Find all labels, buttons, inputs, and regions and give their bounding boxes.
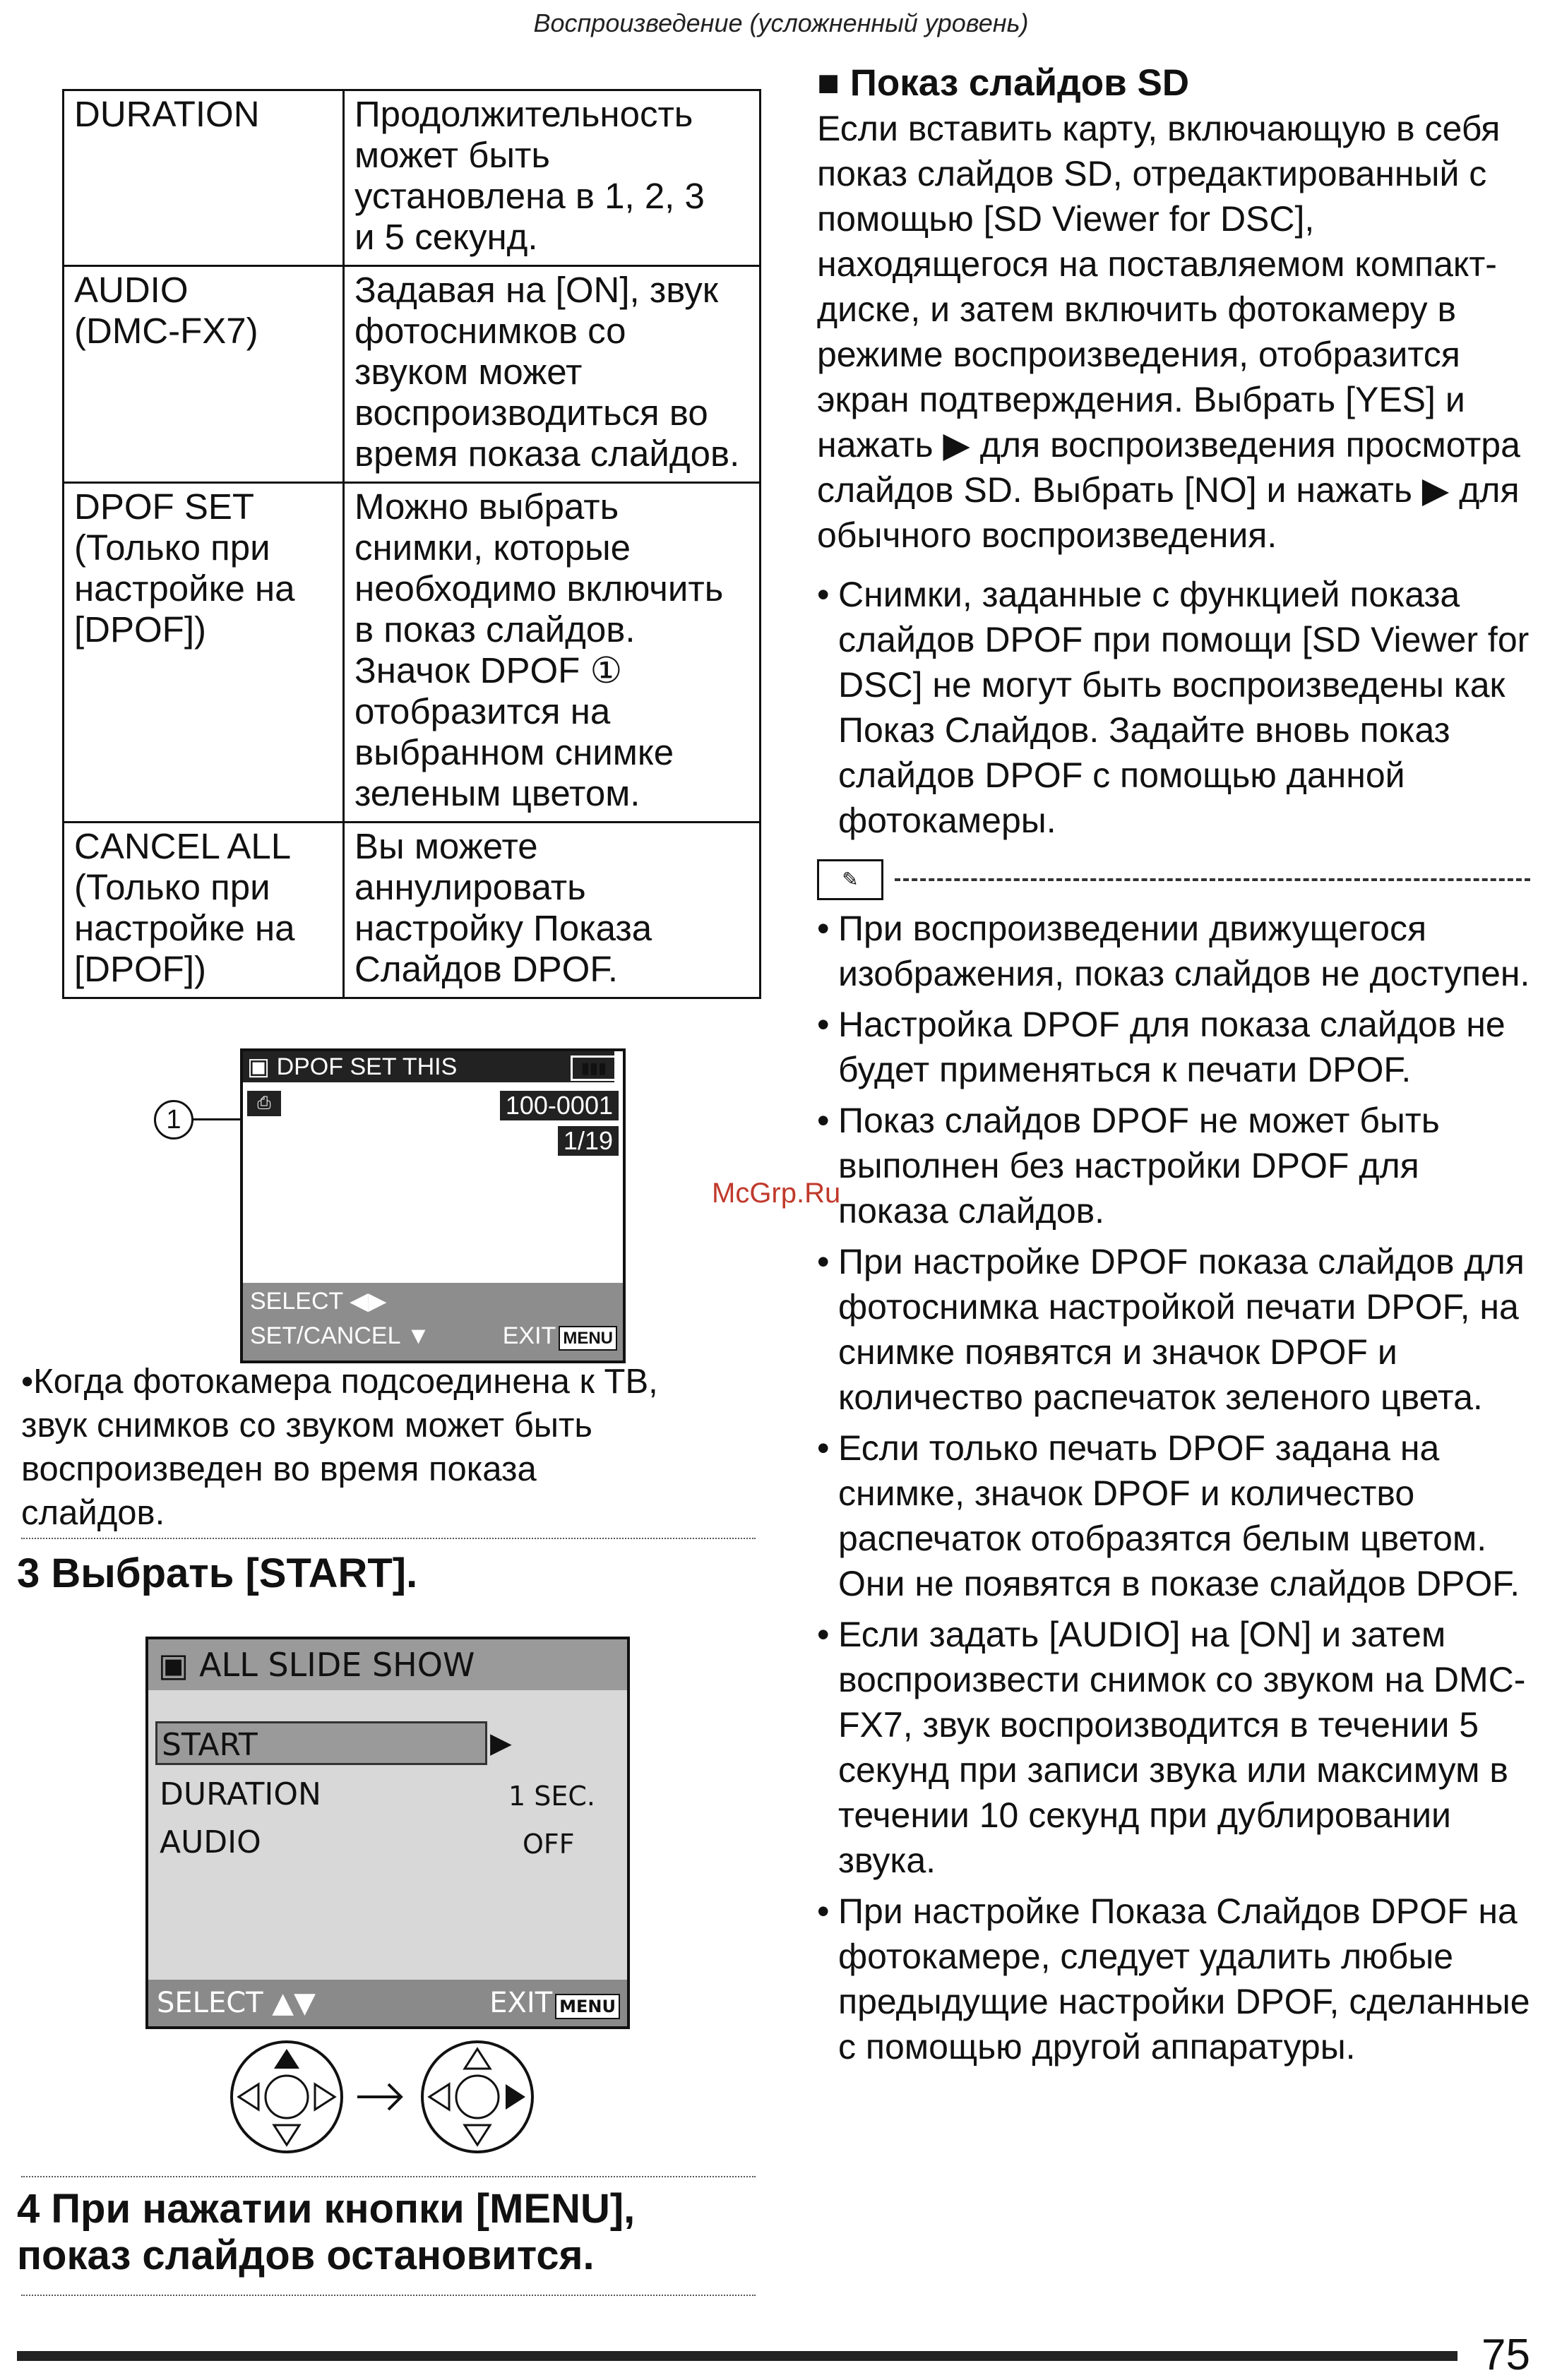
list-item: • Если только печать DPOF задана на снимке, значок DPOF и количество распечаток отобразятся белым цветом. Они не появятся в показе слайдов DPOF. xyxy=(817,1425,1537,1606)
cursor-pad-right-icon xyxy=(422,2042,532,2152)
section-bullets xyxy=(817,572,1537,843)
footer-bar xyxy=(17,2351,1457,2361)
cursor-pad-up-icon xyxy=(232,2042,342,2152)
option-description: Вы можете аннулировать настройку Показа Слайдов DPOF. xyxy=(344,823,761,998)
callout-marker: 1 xyxy=(154,1100,193,1140)
section-intro: Если вставить карту, включающую в себя показ слайдов SD, отредактированный с помощью [SD Viewer for DSC], находящегося на поставляемом компакт-диске, и затем включить фотокамеру в режиме воспроизведения, отобразится экран подтверждения. Выбрать [YES] и нажать ▶ для воспроизведения просмотра слайдов SD. Выбрать [NO] и нажать ▶ для обычного воспроизведения. xyxy=(817,109,1520,555)
slideshow-icon: ▣ xyxy=(247,1053,270,1080)
option-name: DURATION xyxy=(64,90,344,266)
list-item: • При настройке DPOF показа слайдов для фотоснимка настройкой печати DPOF, на снимке появятся и значок DPOF и количество распечаток зеленого цвета. xyxy=(817,1239,1537,1420)
page-number: 75 xyxy=(1481,2331,1530,2379)
select-hint: SELECT ▲▼ xyxy=(157,1987,316,2019)
slideshow-icon: ▣ xyxy=(158,1646,200,1684)
set-cancel-hint: SET/CANCEL ▼ xyxy=(250,1322,431,1349)
cursor-pad-illustration xyxy=(223,2033,548,2160)
battery-icon: ▮▮▮ xyxy=(571,1056,617,1081)
list-item: • Показ слайдов DPOF не может быть выполнен без настройки DPOF для показа слайдов. xyxy=(817,1098,1537,1233)
list-item: • Если задать [AUDIO] на [ON] и затем воспроизвести снимок со звуком на DMC-FX7, звук воспроизводится в течении 5 секунд при записи звука или максимум в течении 10 секунд при дублировании звука. xyxy=(817,1612,1537,1883)
option-name: DPOF SET (Только при настройке на [DPOF]) xyxy=(64,483,344,823)
list-item: • При настройке Показа Слайдов DPOF на фотокамере, следует удалить любые предыдущие настройки DPOF, сделанные с помощью другой аппаратуры. xyxy=(817,1889,1537,2069)
options-table xyxy=(62,89,761,999)
option-description: Продолжительность может быть установлена в 1, 2, 3 и 5 секунд. xyxy=(344,90,761,266)
duration-value: 1 SEC. xyxy=(508,1781,595,1812)
duration-label: DURATION xyxy=(160,1776,321,1812)
table-row xyxy=(64,483,761,823)
screen-title-bar xyxy=(243,1051,614,1082)
page-header: Воспроизведение (усложненный уровень) xyxy=(533,8,1029,37)
exit-hint: EXIT MENU xyxy=(503,1322,617,1350)
dpof-set-screen xyxy=(240,1048,626,1363)
table-row xyxy=(64,90,761,266)
option-name: CANCEL ALL (Только при настройке на [DPOF]) xyxy=(64,823,344,998)
step-4: 4 При нажатии кнопки [MENU], показ слайдов остановится. xyxy=(17,2186,636,2278)
all-slide-show-screen xyxy=(145,1637,630,2029)
menu-chip: MENU xyxy=(559,1326,617,1351)
watermark: McGrp.Ru xyxy=(712,1178,841,1209)
section-heading: ■ Показ слайдов SD xyxy=(817,62,1190,104)
tv-note: •Когда фотокамера подсоединена к ТВ, звук снимков со звуком может быть воспроизведен во время показа слайдов. xyxy=(21,1363,658,1532)
table-row xyxy=(64,266,761,483)
callout-line xyxy=(192,1118,242,1120)
list-item: • Снимки, заданные с функцией показа слайдов DPOF при помощи [SD Viewer for DSC] не могут быть воспроизведены как Показ Слайдов. Задайте вновь показ слайдов DPOF с помощью данной фотокамеры. xyxy=(817,572,1537,843)
divider xyxy=(21,2295,756,2296)
note-dashes xyxy=(895,878,1530,881)
audio-value: OFF xyxy=(523,1829,575,1860)
divider xyxy=(21,2176,756,2177)
divider xyxy=(21,1538,756,1539)
file-number: 100-0001 xyxy=(500,1091,619,1120)
screen-footer xyxy=(243,1283,623,1361)
select-hint: SELECT ◀▶ xyxy=(250,1288,387,1315)
note-icon: ✎ xyxy=(817,859,883,900)
option-name: AUDIO (DMC-FX7) xyxy=(64,266,344,483)
audio-label: AUDIO xyxy=(160,1824,261,1860)
arrow-right-icon: ▶ xyxy=(490,1727,512,1759)
image-count: 1/19 xyxy=(558,1126,619,1156)
notes-list xyxy=(817,906,1537,2069)
menu-chip: MENU xyxy=(555,1994,620,2019)
option-description: Можно выбрать снимки, которые необходимо включить в показ слайдов. Значок DPOF ① отобразится на выбранном снимке зеленым цветом. xyxy=(344,483,761,823)
note-header xyxy=(817,854,1537,900)
step-3: 3 Выбрать [START]. xyxy=(17,1550,418,1596)
arrow-right-icon xyxy=(357,2084,401,2110)
option-description: Задавая на [ON], звук фотоснимков со звуком может воспроизводиться во время показа слайдов. xyxy=(344,266,761,483)
screen-title: DPOF SET THIS xyxy=(276,1053,458,1080)
table-row xyxy=(64,823,761,998)
list-item: • Настройка DPOF для показа слайдов не будет применяться к печати DPOF. xyxy=(817,1002,1537,1092)
dpof-icon: ⎙ xyxy=(247,1091,281,1116)
start-item[interactable]: START xyxy=(155,1721,487,1765)
screen-footer xyxy=(148,1980,627,2026)
list-item: • При воспроизведении движущегося изображения, показ слайдов не доступен. xyxy=(817,906,1537,996)
sd-slideshow-section xyxy=(817,61,1537,2075)
screen-title: ▣ ALL SLIDE SHOW xyxy=(148,1639,627,1690)
exit-hint: EXIT MENU xyxy=(489,1980,620,2030)
